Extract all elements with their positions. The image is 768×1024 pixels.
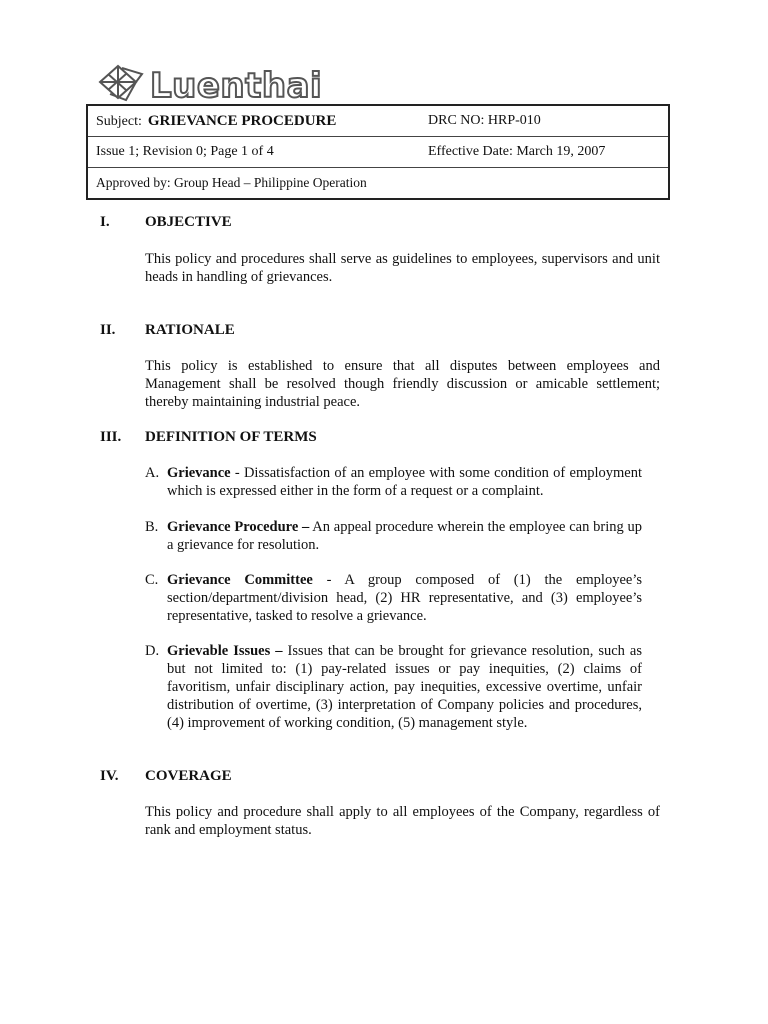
effective-date: Effective Date: March 19, 2007 [428,144,606,159]
header-row-approved [88,168,668,198]
objective-text: This policy and procedures shall serve as guidelines to employees, supervisors and unit heads in handling of grievances. [145,251,660,285]
term-label: Grievable Issues – [167,643,283,659]
term-label: Grievance [167,465,231,481]
approved-by: Approved by: Group Head – Philippine Operation [96,175,367,190]
term-text [167,464,642,500]
term-letter: A. [145,465,160,481]
section-number: I. [100,214,110,230]
drc-number: DRC NO: HRP-010 [428,113,541,128]
rationale-text: This policy is established to ensure that all disputes between employees and Management shall be resolved though friendly discussion or amicable settlement; thereby maintaining industrial peace. [145,358,660,410]
term-grievance [145,464,642,500]
term-definition: Issues that can be brought for grievance resolution, such as but not limited to: (1) pay-related issues or pay inequities, (2) claims of favoritism, unfair disciplinary action, pay inequities, excessive overtime, unfair distribution of overtime, (3) interpretation of Company policies and procedures, (4) improvement of working condition, (5) management style. [167,643,642,731]
term-definition: - A group composed of (1) the employee’s section/department/division head, (2) HR representative, and (3) employee’s representative, tasked to resolve a grievance. [167,572,642,624]
term-letter: C. [145,572,159,588]
section-title: RATIONALE [145,322,235,338]
section-title: DEFINITION OF TERMS [145,429,317,445]
coverage-body [100,803,660,839]
objective-body [100,250,660,286]
rationale-body [100,357,660,411]
issue-revision: Issue 1; Revision 0; Page 1 of 4 [96,144,274,159]
luenthai-logo-icon [96,60,358,104]
section-number: IV. [100,768,119,784]
subject-label: Subject: [96,113,142,129]
section-objective [100,214,660,231]
term-letter: D. [145,643,160,659]
subject-cell [88,113,421,130]
section-heading [100,768,660,785]
section-rationale [100,322,660,339]
term-label: Grievance Procedure – [167,519,310,535]
term-grievable-issues [145,642,642,732]
section-coverage [100,768,660,785]
logo-wordmark: Luenthai [150,66,323,104]
term-letter: B. [145,519,159,535]
term-text [167,518,642,554]
section-definitions [100,429,660,446]
section-title: OBJECTIVE [145,214,232,230]
coverage-text: This policy and procedure shall apply to all employees of the Company, regardless of rank and employment status. [145,804,660,838]
subject-value: GRIEVANCE PROCEDURE [147,112,337,129]
section-number: II. [100,322,116,338]
term-label: Grievance Committee [167,572,313,588]
term-grievance-procedure [145,518,642,554]
term-definition: - Dissatisfaction of an employee with some condition of employment which is expressed either in the form of a request or a complaint. [167,465,642,499]
term-text [167,571,642,625]
section-heading [100,214,660,231]
term-text [167,642,642,732]
header-row-subject [88,106,668,137]
section-heading [100,322,660,339]
section-number: III. [100,429,122,445]
company-logo [96,60,358,104]
section-title: COVERAGE [145,768,232,784]
header-row-issue [88,137,668,168]
term-grievance-committee [145,571,642,625]
section-heading [100,429,660,446]
term-definition: An appeal procedure wherein the employee can bring up a grievance for resolution. [167,519,642,553]
document-header-table [86,104,670,200]
